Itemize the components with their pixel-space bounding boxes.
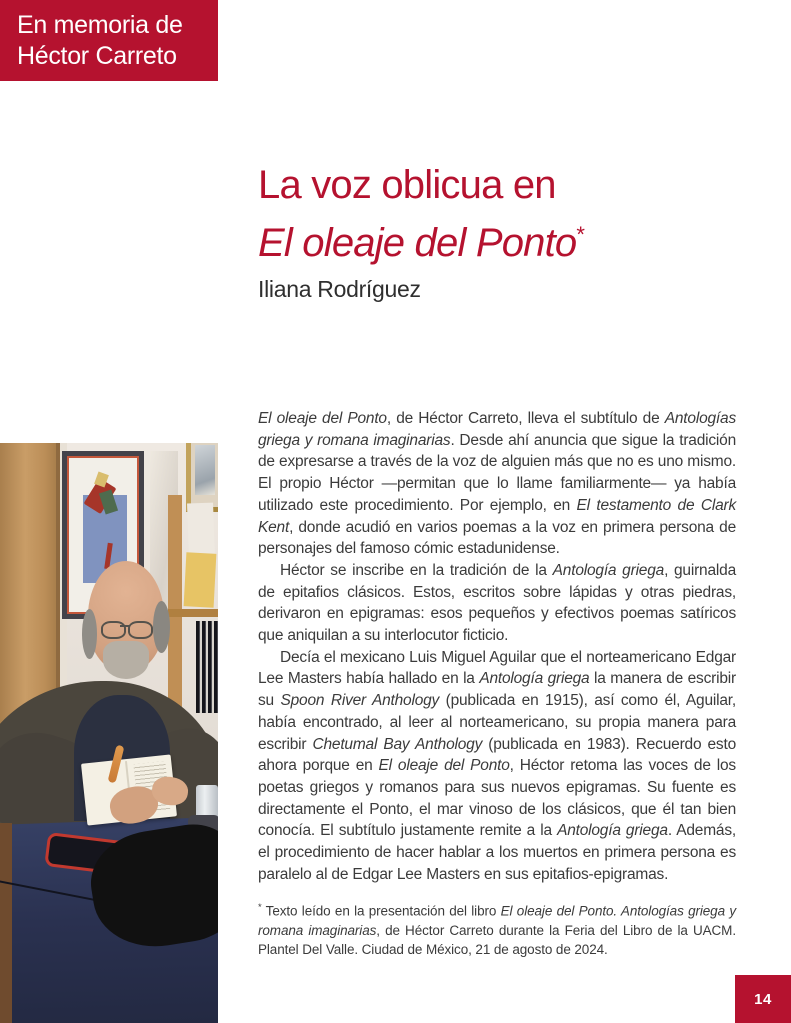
photo-shelf-board [168, 609, 218, 617]
footnote-marker: * [258, 902, 262, 913]
photo-gold-frame-image [195, 445, 215, 495]
photo-man-glasses-right-lens [128, 621, 153, 639]
footnote [258, 898, 736, 959]
title-footnote-marker: * [576, 222, 585, 247]
photo-man-beard [103, 641, 149, 679]
photo-man-glasses-left-lens [101, 621, 126, 639]
photo-man-glasses-bridge [120, 625, 130, 627]
photo-shelf-white-card [187, 503, 215, 560]
page-number: 14 [754, 990, 772, 1008]
paragraph-3: Decía el mexicano Luis Miguel Aguilar que el norteamericano Edgar Lee Masters había hallado en la Antología griega la manera de escribir su Spoon River Anthology (publicada en 1915), así como él, Aguilar, había encontrado, al leer al norteamericano, su propia manera para escribir Chetumal Bay Anthology (publicada en 1983). Recuerdo esto ahora porque en El oleaje del Ponto, Héctor retoma las voces de los poetas griegos y romanos para sus nuevos epigramas. Su fuente es directamente el Ponto, el mar vinoso de los clásicos, que él tan bien conocía. El subtítulo justamente remite a la Antología griega. Además, el procedimiento de hacer hablar a los muertos en primera persona es paralelo al de Edgar Lee Masters en sus epitafios-epigramas. [258, 648, 737, 883]
article-title [258, 160, 758, 268]
article-body [258, 408, 736, 885]
photo-man-hair-left [82, 609, 97, 659]
badge-line2: Héctor Carreto [17, 42, 177, 70]
photo-shelf-yellow-card [184, 552, 217, 607]
photo-table-wooden-edge [0, 823, 12, 1023]
badge-line1: En memoria de [17, 11, 183, 39]
page-number-badge [735, 975, 791, 1023]
title-line2 [258, 210, 758, 268]
memorial-badge [0, 0, 218, 81]
photo-man-hair-right [153, 601, 170, 653]
author-name: Iliana Rodríguez [258, 276, 421, 302]
photo-shelf-books [196, 621, 218, 713]
paragraph-1: El oleaje del Ponto, de Héctor Carreto, lleva el subtítulo de Antologías griega y romana imaginarias. Desde ahí anuncia que sigue la tradición de expresarse a través de la voz de alguien más que no es uno mismo. El propio Héctor —permitan que lo llame familiarmente— ya había utilizado este procedimiento. Por ejemplo, en El testamento de Clark Kent, donde acudió en varios poemas a la voz en primera persona de personajes del famoso cómic estadunidense. [258, 410, 736, 558]
title-book-name: El oleaje del Ponto [258, 221, 577, 265]
paragraph-2: Héctor se inscribe en la tradición de la Antología griega, guirnalda de epitafios clásicos. Estos, escritos sobre lápidas y otras piedras, derivaron en epigramas: esos pequeños y efectivos poemas satíricos que aniquilan a su interlocutor ficticio. [258, 561, 736, 645]
title-line1: La voz oblicua en [258, 163, 556, 207]
photo-hector-carreto-signing [0, 443, 218, 1023]
photo-bookshelf [168, 495, 218, 727]
footnote-text: Texto leído en la presentación del libro El oleaje del Ponto. Antologías griega y romana imaginarias, de Héctor Carreto durante la Feria del Libro de la UACM. Plantel Del Valle. Ciudad de México, 21 de agosto de 2024. [258, 903, 736, 958]
